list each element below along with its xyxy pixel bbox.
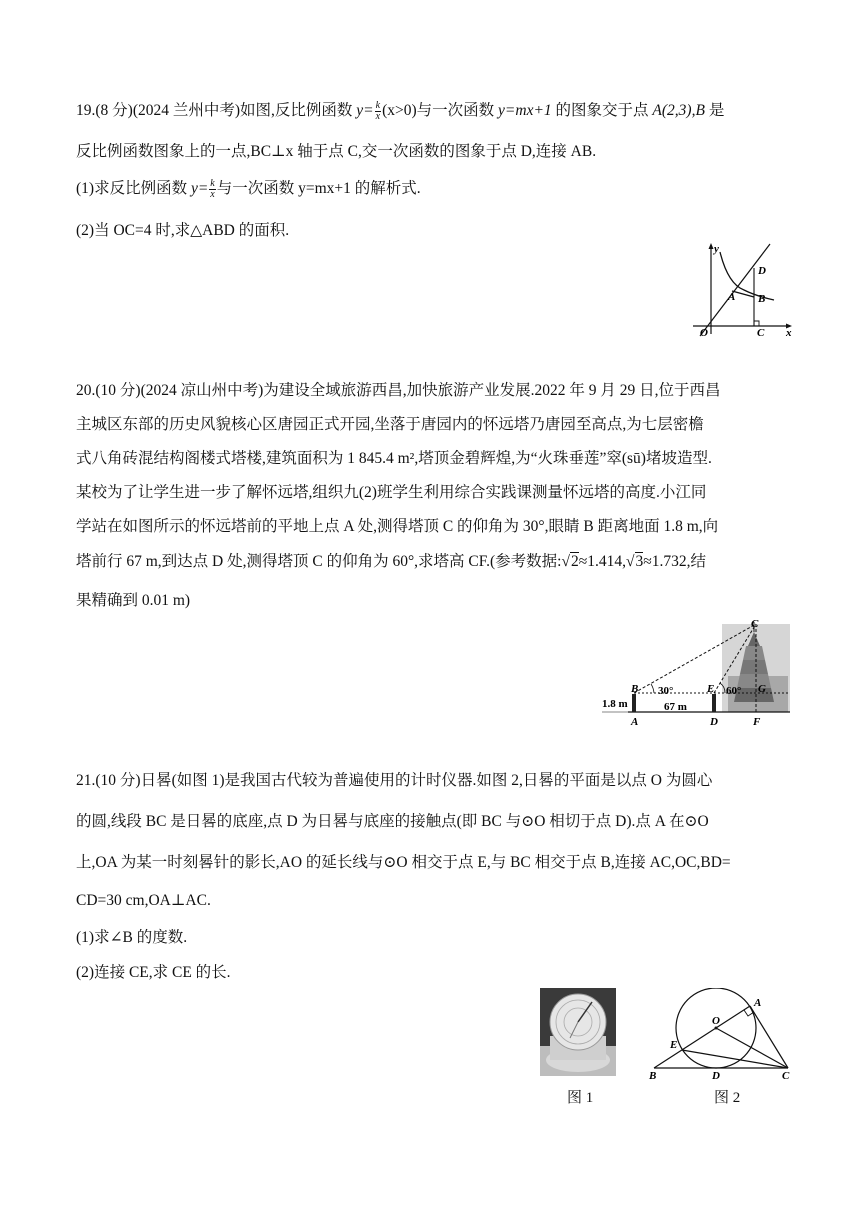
q20-line6 <box>76 549 706 571</box>
q19-line1-b: (x>0)与一次函数 <box>382 102 499 119</box>
q19-fig-a: A <box>728 291 736 303</box>
q20-line5: 学站在如图所示的怀远塔前的平地上点 A 处,测得塔顶 C 的仰角为 30°,眼睛 B 距离地面 1.8 m,向 <box>76 518 719 535</box>
q20-sqrt3: √3 <box>626 553 644 570</box>
q20-fig-angle60: 60° <box>726 685 742 697</box>
q21-fig-c: C <box>782 1070 790 1080</box>
q20-line4: 某校为了让学生进一步了解怀远塔,组织九(2)班学生利用综合实践课测量怀远塔的高度.小江同 <box>76 484 707 501</box>
q20-fig-c: C <box>751 618 759 630</box>
q20-line2: 主城区东部的历史风貌核心区唐园正式开园,坐落于唐园内的怀远塔乃唐园至高点,为七层密檐 <box>76 416 704 433</box>
q21-fig-o: O <box>712 1015 720 1027</box>
q20-fig-distance: 67 m <box>664 701 687 713</box>
q19-part2: (2)当 OC=4 时,求△ABD 的面积. <box>76 222 290 239</box>
q21-part1: (1)求∠B 的度数. <box>76 929 188 946</box>
q20-line6-b: ≈1.414, <box>578 553 627 570</box>
q20-line7: 果精确到 0.01 m) <box>76 592 191 609</box>
q21-line1: 21.(10 分)日晷(如图 1)是我国古代较为普遍使用的计时仪器.如图 2,日晷的平面是以点 O 为圆心 <box>76 772 713 789</box>
q19-frac-num: k <box>375 99 381 111</box>
q21-figure2 <box>640 988 800 1080</box>
q20-fig-height: 1.8 m <box>602 698 628 710</box>
q20-fig-f: F <box>753 716 761 728</box>
q21-figure2-caption: 图 2 <box>714 1090 741 1106</box>
q20-sqrt2: √2 <box>561 553 579 570</box>
q19-part1-b: 与一次函数 y=mx+1 的解析式. <box>216 180 421 197</box>
q19-line1-f: 是 <box>704 102 725 119</box>
q20-fig-e: E <box>707 683 715 695</box>
q21-line3: 上,OA 为某一时刻晷针的影长,AO 的延长线与⊙O 相交于点 E,与 BC 相交于点 B,连接 AC,OC,BD= <box>76 854 731 871</box>
q21-sundial-photo <box>540 988 616 1076</box>
q20-fig-d: D <box>710 716 718 728</box>
q19-frac-y: y= <box>356 102 374 119</box>
q20-fig-a: A <box>631 716 639 728</box>
q19-line2: 反比例函数图象上的一点,BC⊥x 轴于点 C,交一次函数的图象于点 D,连接 AB. <box>76 143 597 160</box>
q21-figure1-caption: 图 1 <box>567 1090 594 1106</box>
q19-line1-c: y=mx+1 <box>498 102 552 119</box>
q19-part1-a: (1)求反比例函数 <box>76 180 191 197</box>
q19-fig-c: C <box>757 327 765 338</box>
q20-line6-a: 塔前行 67 m,到达点 D 处,测得塔顶 C 的仰角为 60°,求塔高 CF.(参考数据: <box>76 553 562 570</box>
q20-fig-b: B <box>631 683 639 695</box>
q21-fig-d: D <box>712 1070 720 1080</box>
q20-sqrt2-value: 2 <box>571 553 579 570</box>
q19-line1 <box>76 98 724 122</box>
q21-line4: CD=30 cm,OA⊥AC. <box>76 892 211 909</box>
q21-line2: 的圆,线段 BC 是日晷的底座,点 D 为日晷与底座的接触点(即 BC 与⊙O 相切于点 D).点 A 在⊙O <box>76 813 709 830</box>
q21-fig-b: B <box>649 1070 657 1080</box>
q20-line6-c: ≈1.732,结 <box>643 553 707 570</box>
q19-line1-e: A(2,3),B <box>652 102 705 119</box>
q20-sqrt3-value: 3 <box>635 553 644 570</box>
q20-line1: 20.(10 分)(2024 凉山州中考)为建设全域旅游西昌,加快旅游产业发展.2022 年 9 月 29 日,位于西昌 <box>76 382 721 399</box>
q19-fig-o: O <box>700 327 708 338</box>
q19-fig-b: B <box>758 293 766 305</box>
q19-line1-a: 19.(8 分)(2024 兰州中考)如图,反比例函数 <box>76 102 357 119</box>
q19-fig-x: x <box>786 327 792 338</box>
q19-frac-den: x <box>375 110 381 122</box>
q20-figure <box>598 616 798 728</box>
q20-fig-angle30: 30° <box>658 685 674 697</box>
q19-fraction <box>375 101 381 122</box>
q19-line1-d: 的图象交于点 <box>551 102 653 119</box>
q19-part1-y: y= <box>190 180 209 197</box>
q19-fig-d: D <box>758 265 766 277</box>
q20-fig-g: G <box>758 683 766 695</box>
q19-part1 <box>76 176 421 200</box>
q19-part1-fraction <box>209 179 215 200</box>
q21-fig-a: A <box>754 997 762 1009</box>
q19-figure <box>688 238 798 338</box>
q20-line3: 式八角砖混结构阁楼式塔楼,建筑面积为 1 845.4 m²,塔顶金碧辉煌,为“火珠垂莲”窣(sū)堵坡造型. <box>76 450 712 467</box>
q19-part1-frac-den: x <box>210 188 215 200</box>
q21-fig-e: E <box>670 1039 678 1051</box>
q19-part1-frac-num: k <box>210 177 215 189</box>
q21-part2: (2)连接 CE,求 CE 的长. <box>76 964 231 981</box>
q19-fig-y: y <box>714 243 719 255</box>
